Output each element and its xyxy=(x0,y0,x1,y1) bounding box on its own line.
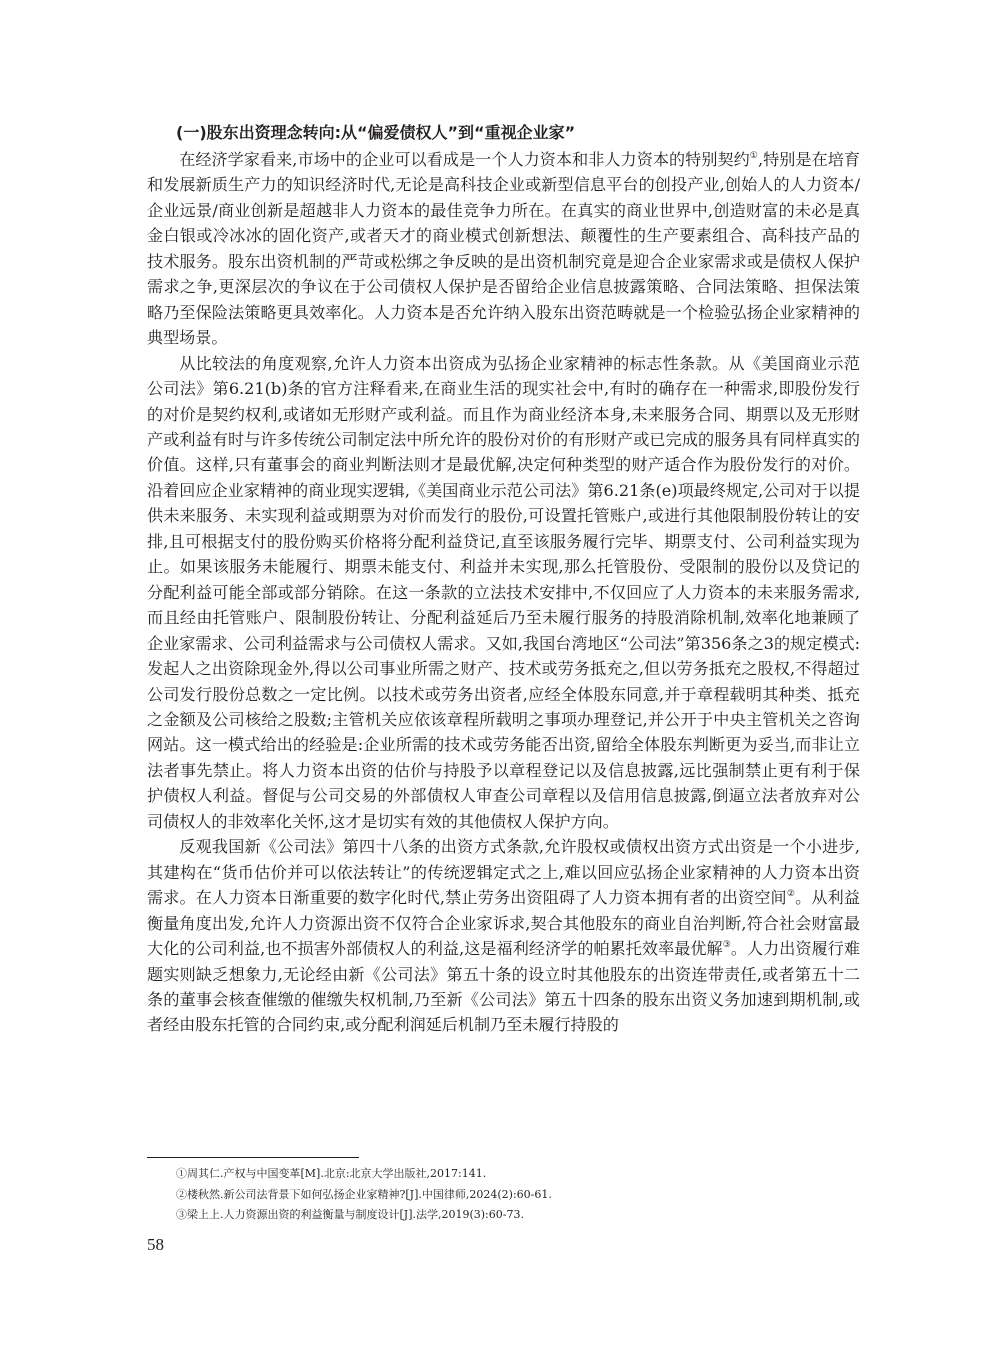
paragraph-text: ,特别是在培育和发展新质生产力的知识经济时代,无论是高科技企业或新型信息平台的创投产业,创始人的人力资本/企业远景/商业创新是超越非人力资本的最佳竞争力所在。在真实的商业世界中,创造财富的未必是真金白银或冷冰冰的固化资产,或者天才的商业模式创新想法、颠覆性的生产要素组合、高科技产品的技术服务。股东出资机制的严苛或松绑之争反映的是出资机制究竟是迎合企业家需求或是债权人保护需求之争,更深层次的争议在于公司债权人保护是否留给企业信息披露策略、合同法策略、担保法策略乃至保险法策略更具效率化。人力资本是否允许纳入股东出资范畴就是一个检验弘扬企业家精神的典型场景。 xyxy=(147,150,860,348)
footnotes xyxy=(176,1164,866,1226)
footnote: ①周其仁.产权与中国变革[M].北京:北京大学出版社,2017:141. xyxy=(176,1167,487,1180)
paragraph-text: 。从利益衡量角度出发,允许人力资源出资不仅符合企业家诉求,契合其他股东的商业自治判断,符合社会财富最大化的公司利益,也不损害外部债权人的利益,这是福利经济学的帕累托效率最优解 xyxy=(147,888,860,959)
paragraph-text: 反观我国新《公司法》第四十八条的出资方式条款,允许股权或债权出资方式出资是一个小进步,其建构在“货币估价并可以依法转让”的传统逻辑定式之上,难以回应弘扬企业家精神的人力资本出资需求。在人力资本日渐重要的数字化时代,禁止劳务出资阻碍了人力资本拥有者的出资空间 xyxy=(147,837,860,908)
body-text xyxy=(147,147,860,1038)
page-number: 58 xyxy=(147,1235,164,1254)
footnote: ②楼秋然.新公司法背景下如何弘扬企业家精神?[J].中国律师,2024(2):60-61. xyxy=(176,1187,552,1201)
footnote-divider xyxy=(147,1157,359,1158)
footnote: ③梁上上.人力资源出资的利益衡量与制度设计[J].法学,2019(3):60-73. xyxy=(176,1208,524,1221)
paragraph-text: 。人力出资履行难题实则缺乏想象力,无论经由新《公司法》第五十条的设立时其他股东的出资连带责任,或者第五十二条的董事会核查催缴的催缴失权机制,乃至新《公司法》第五十四条的股东出资义务加速到期机制,或者经由股东托管的合同约束,或分配利润延后机制乃至未履行持股的 xyxy=(147,939,861,1035)
section-heading: (一)股东出资理念转向:从“偏爱债权人”到“重视企业家” xyxy=(176,123,576,142)
paragraph xyxy=(147,834,860,1038)
paragraph xyxy=(147,147,860,351)
paragraph-text: 在经济学家看来,市场中的企业可以看成是一个人力资本和非人力资本的特别契约 xyxy=(179,150,750,169)
paragraph: 从比较法的角度观察,允许人力资本出资成为弘扬企业家精神的标志性条款。从《美国商业示范公司法》第6.21(b)条的官方注释看来,在商业生活的现实社会中,有时的确存在一种需求,即股份发行的对价是契约权利,或诸如无形财产或利益。而且作为商业经济本身,未来服务合同、期票以及无形财产或利益有时与许多传统公司制定法中所允许的股份对价的有形财产或已完成的服务具有同样真实的价值。这样,只有董事会的商业判断法则才是最优解,决定何种类型的财产适合作为股份发行的对价。沿着回应企业家精神的商业现实逻辑,《美国商业示范公司法》第6.21条(e)项最终规定,公司对于以提供未来服务、未实现利益或期票为对价而发行的股份,可设置托管账户,或进行其他限制股份转让的安排,且可根据支付的股份购买价格将分配利益贷记,直至该服务履行完毕、期票支付、公司利益实现为止。如果该服务未能履行、期票未能支付、利益并未实现,那么托管股份、受限制的股份以及贷记的分配利益可能全部或部分销除。在这一条款的立法技术安排中,不仅回应了人力资本的未来服务需求,而且经由托管账户、限制股份转让、分配利益延后乃至未履行服务的持股消除机制,效率化地兼顾了企业家需求、公司利益需求与公司债权人需求。又如,我国台湾地区“公司法”第356条之3的规定模式:发起人之出资除现金外,得以公司事业所需之财产、技术或劳务抵充之,但以劳务抵充之股权,不得超过公司发行股份总数之一定比例。以技术或劳务出资者,应经全体股东同意,并于章程载明其种类、抵充之金额及公司核给之股数;主管机关应依该章程所载明之事项办理登记,并公开于中央主管机关之咨询网站。这一模式给出的经验是:企业所需的技术或劳务能否出资,留给全体股东判断更为妥当,而非让立法者事先禁止。将人力资本出资的估价与持股予以章程登记以及信息披露,远比强制禁止更有利于保护债权人利益。督促与公司交易的外部债权人审查公司章程以及信用信息披露,倒逼立法者放弃对公司债权人的非效率化关怀,这才是切实有效的其他债权人保护方向。 xyxy=(147,353,860,831)
footnote-ref[interactable]: ① xyxy=(749,151,758,161)
footnote-ref[interactable]: ③ xyxy=(722,940,731,951)
footnote-ref[interactable]: ② xyxy=(786,889,796,900)
